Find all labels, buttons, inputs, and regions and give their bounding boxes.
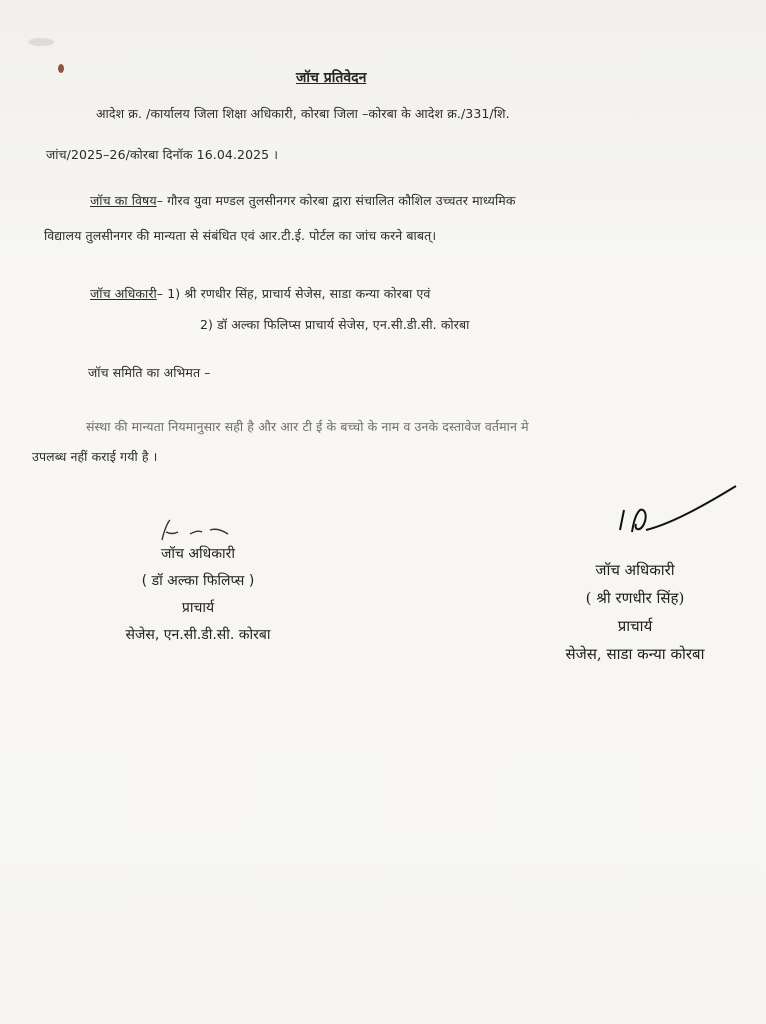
opinion-line-1: संस्था की मान्यता नियमानुसार सही है और आर टी ई के बच्चो के नाम व उनके दस्तावेज वर्तमान मे — [86, 419, 529, 434]
ink-spot — [58, 64, 64, 73]
subject-line-1 — [90, 192, 516, 209]
opinion-line-2: उपलब्ध नहीं कराई गयी है । — [32, 449, 158, 464]
document-title: जॉच प्रतिवेदन — [296, 70, 367, 86]
officers-line-1 — [90, 285, 430, 302]
right-officer-designation: प्राचार्य — [617, 617, 653, 635]
right-officer-name: ( श्री रणधीर सिंह) — [585, 589, 685, 607]
left-signature-block — [98, 544, 298, 644]
subject-text: – गौरव युवा मण्डल तुलसीनगर कोरबा द्वारा संचालित कौशिल उच्चतर माध्यमिक — [156, 193, 516, 208]
left-officer-role: जॉच अधिकारी — [160, 546, 236, 562]
right-officer-role: जॉच अधिकारी — [595, 561, 675, 579]
order-reference-line-1: आदेश क्र. /कार्यालय जिला शिक्षा अधिकारी, कोरबा जिला –कोरबा के आदेश क्र./331/शि. — [96, 106, 510, 121]
officer-1: – 1) श्री रणधीर सिंह, प्राचार्य सेजेस, साडा कन्या कोरबा एवं — [156, 286, 431, 301]
right-signature-block — [530, 560, 740, 664]
officers-line-2: 2) डॉ अल्का फिलिप्स प्राचार्य सेजेस, एन.सी.डी.सी. कोरबा — [200, 317, 470, 332]
right-officer-institution: सेजेस, साडा कन्या कोरबा — [565, 645, 705, 663]
committee-opinion-heading: जॉच समिति का अभिमत – — [88, 365, 211, 380]
subject-line-2: विद्यालय तुलसीनगर की मान्यता से संबंधित एवं आर.टी.ई. पोर्टल का जांच करने बाबत्। — [44, 228, 437, 243]
left-officer-name: ( डॉ अल्का फिलिप्स ) — [141, 573, 255, 589]
left-officer-designation: प्राचार्य — [181, 600, 215, 616]
paper-smudge — [28, 38, 54, 46]
right-handwritten-signature — [610, 480, 750, 540]
order-reference-line-2: जांच/2025–26/कोरबा दिनॉक 16.04.2025 । — [46, 147, 279, 162]
subject-label: जॉच का विषय — [90, 193, 157, 208]
left-officer-institution: सेजेस, एन.सी.डी.सी. कोरबा — [125, 627, 271, 643]
officers-label: जॉच अधिकारी — [90, 286, 157, 301]
